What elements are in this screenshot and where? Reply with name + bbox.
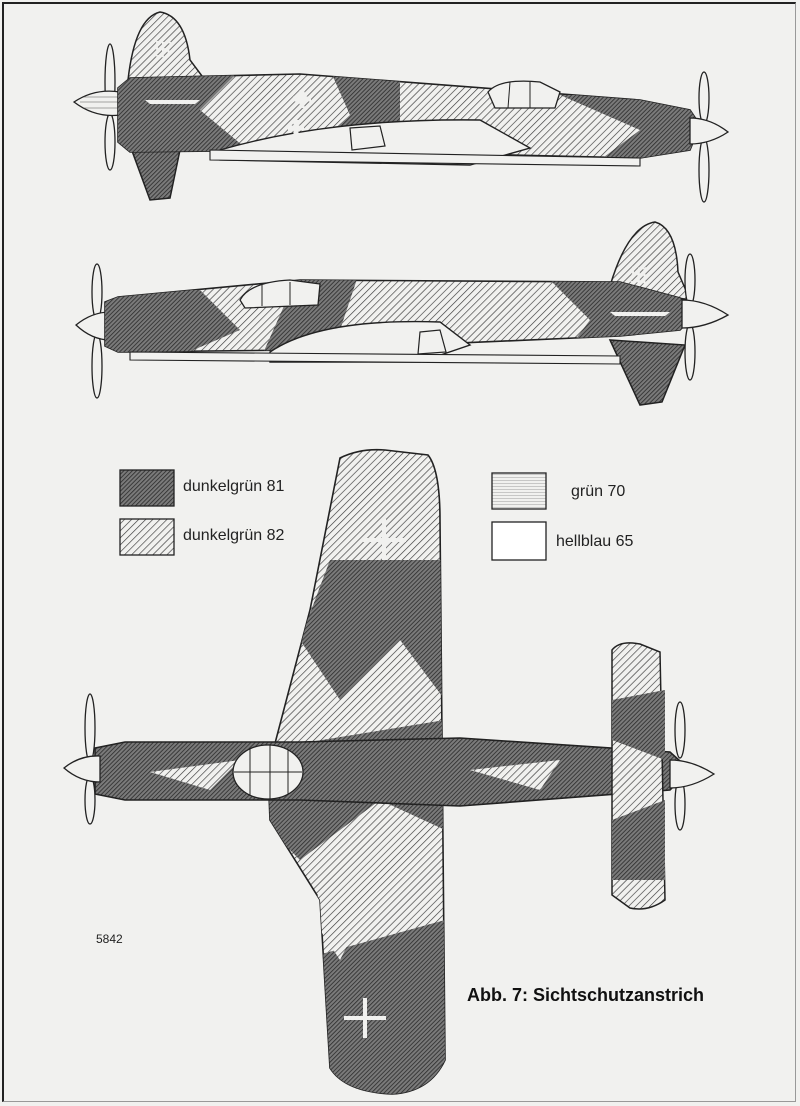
legend-label-dunkelgruen-82: dunkelgrün 82 <box>183 527 285 544</box>
legend-label-gruen-70: grün 70 <box>571 483 626 500</box>
figure-caption: Abb. 7: Sichtschutzanstrich <box>467 985 705 1005</box>
propeller-left <box>74 44 120 170</box>
side-view-starboard <box>76 222 728 405</box>
propeller-top-left <box>64 694 100 824</box>
legend-label-hellblau-65: hellblau 65 <box>556 533 634 550</box>
plate-number: 5842 <box>96 932 123 946</box>
swatch-dunkelgruen-81 <box>120 470 174 506</box>
propeller-right <box>690 72 728 202</box>
swatch-gruen-70 <box>492 473 546 509</box>
legend-label-dunkelgruen-81: dunkelgrün 81 <box>183 478 285 495</box>
propeller-right-2 <box>682 254 728 380</box>
propeller-top-right <box>670 702 714 830</box>
svg-text:卐: 卐 <box>154 40 172 60</box>
swatch-hellblau-65 <box>492 522 546 560</box>
side-view-port <box>74 12 728 202</box>
swatch-dunkelgruen-82 <box>120 519 174 555</box>
svg-text:卐: 卐 <box>630 266 648 286</box>
